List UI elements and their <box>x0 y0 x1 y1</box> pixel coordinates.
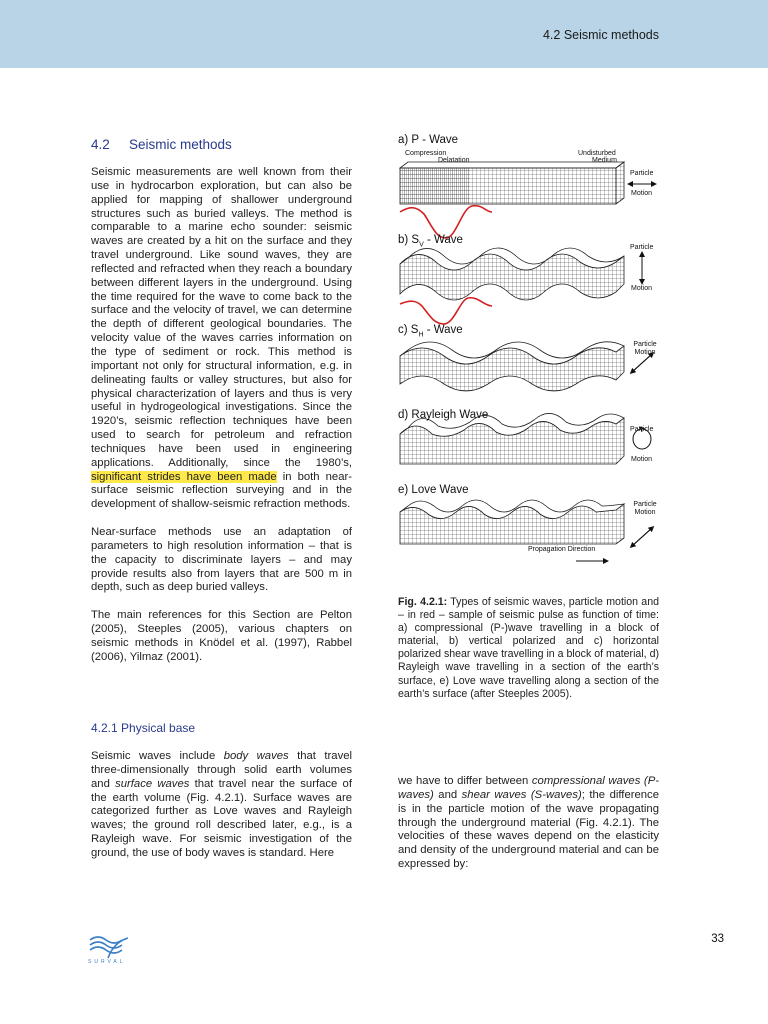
subsection-heading: 4.2.1 Physical base <box>91 721 196 735</box>
section-title: Seismic methods <box>129 137 232 152</box>
highlighted-text: significant strides have been made <box>91 470 277 483</box>
label-rayleigh-wave: d) Rayleigh Wave <box>398 409 489 421</box>
seismic-waves-figure <box>396 134 660 574</box>
section-number: 4.2 <box>91 137 110 152</box>
right-column-bottom <box>398 775 659 872</box>
label-love-wave: e) Love Wave <box>398 484 469 496</box>
label-particle-b: Particle <box>630 244 654 251</box>
paragraph-references: The main references for this Section are Pelton (2005), Steeples (2005), various chapters on seismic methods in Knödel et al. (1997), Rabbel (2006), Yilmaz (2001). <box>91 609 352 663</box>
surval-logo <box>88 932 132 968</box>
page-header <box>0 0 768 68</box>
sh-wave-block <box>400 342 624 391</box>
logo-text: SURVAL <box>88 959 126 965</box>
sv-wave-pulse <box>400 298 492 324</box>
rayleigh-wave-block <box>400 413 624 464</box>
header-title: 4.2 Seismic methods <box>542 28 659 42</box>
love-wave-block <box>400 500 624 544</box>
label-particle-d: Particle <box>630 426 654 433</box>
paragraph-wave-types: we have to differ between compressional waves (P-waves) and shear waves (S-waves); the difference is in the particle motion of the wave propagating through the underground material (Fig. 4.2.1). The velocities of these waves depend on the elasticity and density of the underground material and can be expressed by: <box>398 775 659 871</box>
paragraph-physical-base: Seismic waves include body waves that travel three-dimensionally through solid earth volumes and surface waves that travel near the surface of the earth volume (Fig. 4.2.1). Surface waves are categorized further as Love waves and Rayleigh waves; the ground roll described later, e.g., is a Rayleigh wave. For seismic investigation of the ground, the use of body waves is standard. Here <box>91 750 353 859</box>
label-particle-motion-e: Particle Motion <box>633 501 657 516</box>
label-motion-b: Motion <box>631 285 653 292</box>
paragraph-near-surface: Near-surface methods use an adaptation of parameters to high resolution information – that is the capacity to discriminate layers – and may provide results also from layers that are 500 m in depth, such as deep buried valleys. <box>91 526 352 594</box>
label-p-wave: a) P - Wave <box>398 134 459 146</box>
label-motion-a: Motion <box>631 190 653 197</box>
label-sv-wave: b) $S_V$ - Wave <box>398 234 463 249</box>
label-motion-d: Motion <box>631 456 653 463</box>
love-particle-arrow <box>632 528 652 546</box>
label-particle-motion-c: Particle Motion <box>633 341 657 356</box>
label-undisturbed: Undisturbed <box>578 150 616 157</box>
left-column-top <box>91 166 352 665</box>
label-medium: Medium <box>592 157 617 164</box>
figure-drawing <box>396 134 660 574</box>
paragraph-intro: Seismic measurements are well known from their use in hydrocarbon exploration, but can also be applied for mapping of shallower underground structures such as buried valleys. The method is comparable to a marine echo sounder: seismic waves are created by a hit on the surface and they travel underground. Like sound waves, they are reflected and refracted when they reach a boundary between different layers in the underground. Using the time required for the wave to come back to the surface and the velocity of travel, we can determine the depth of different geological boundaries. The velocity value of the waves carries information on the type of sediment or rock. This method is important not only for structural information, e.g. in delineating faults or valley structures, but also for physical characterization of layers and thus is very useful in hydrogeological investigations. Since the 1920’s, seismic reflection techniques have been used to search for petroleum and refraction techniques have been used in engineering applications. Additionally, since the 1980’s, significant strides have been made in both near-surface seismic reflection surveying and in the development of shallow-seismic refraction methods. <box>91 166 353 511</box>
left-column-bottom <box>91 750 352 861</box>
label-delatation: Delatation <box>438 157 470 164</box>
page-number: 33 <box>711 933 724 945</box>
label-sh-wave: c) $S_H$ - Wave <box>398 324 463 339</box>
label-particle-a: Particle <box>630 170 654 177</box>
p-wave-block <box>400 162 624 204</box>
figure-caption: Fig. 4.2.1: Types of seismic waves, particle motion and – in red – sample of seismic pulse as function of time: a) compressional (P-)wave travelling in a block of material, b) vertical polarized and c) horizontal polarized shear wave travelling in a block of material, d) Rayleigh wave travelling in a section of the earth’s surface, e) Love wave travelling along a section of the earth’s surface (after Steeples 2005). <box>398 596 659 700</box>
label-compression: Compression <box>405 150 447 157</box>
sv-wave-block <box>400 248 624 300</box>
section-heading <box>91 137 232 152</box>
label-propagation-direction: Propagation Direction <box>528 546 596 553</box>
